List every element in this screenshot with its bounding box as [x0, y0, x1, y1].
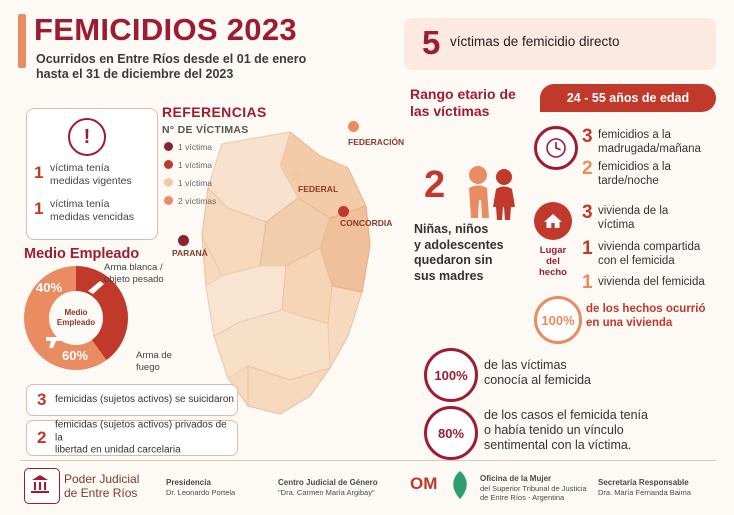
bottom-box-1 — [26, 420, 238, 456]
age-range-label-line-1: Rango etario de — [410, 86, 516, 102]
donut-slice-1-label: Arma de fuego — [136, 350, 172, 373]
legend-dot-1 — [164, 160, 173, 169]
map-label-parana: PARANÁ — [172, 248, 208, 258]
house-glyph — [542, 211, 564, 231]
om-leaf-icon — [448, 470, 472, 500]
legend-label-2: 1 víctima — [178, 178, 213, 188]
legend-subtitle: N° DE VÍCTIMAS — [162, 124, 249, 136]
bottom-box-1-number: 2 — [37, 428, 47, 447]
time-stat-0-text: femicidios a la madrugada/mañana — [598, 129, 701, 155]
time-stat-1-text: femicidios a la tarde/noche — [598, 161, 671, 187]
subtitle-line-2: hasta el 31 de diciembre del 2023 — [36, 67, 234, 81]
victims-count-label: víctimas de femicidio directo — [450, 34, 620, 49]
map-label-concordia: CONCORDIA — [340, 218, 393, 228]
time-stat-0-number: 3 — [582, 126, 593, 147]
legend-label-3: 2 víctimas — [178, 196, 217, 206]
children-text: Niñas, niños y adolescentes quedaron sin sus madres — [414, 222, 504, 283]
donut-slice-1-value: 60% — [62, 348, 89, 363]
legend-dot-0 — [164, 142, 173, 151]
seal-glyph — [25, 469, 55, 499]
footer-divider — [20, 460, 716, 461]
gun-icon — [44, 334, 66, 350]
victims-summary-box — [404, 18, 716, 70]
judiciary-seal-icon — [24, 468, 60, 504]
measure-1-number: 1 — [34, 199, 44, 218]
place-percent-text: de los hechos ocurrió en una vivienda — [586, 303, 706, 329]
place-item-1-number: 1 — [582, 238, 593, 259]
children-count: 2 — [424, 164, 446, 206]
title-accent-bar — [18, 14, 26, 68]
means-used-title: Medio Empleado — [24, 246, 140, 262]
map-label-federal: FEDERAL — [298, 184, 339, 194]
age-range-label — [410, 86, 516, 120]
map-label-federacion: FEDERACIÓN — [348, 137, 405, 147]
clock-icon — [534, 126, 578, 170]
place-caption: Lugar del hecho — [539, 245, 567, 278]
place-percent-badge: 100% — [534, 296, 582, 344]
footer-column-0: Presidencia Dr. Leonardo Portela — [166, 478, 236, 497]
footer-column-2: Oficina de la Mujer del Superior Tribunal de Justicia de Entre Ríos - Argentina — [480, 474, 587, 502]
institution-name: Poder Judicial de Entre Ríos — [64, 472, 140, 500]
legend-label-1: 1 víctima — [178, 160, 213, 170]
map-dot-federacion — [348, 121, 359, 132]
place-item-2-number: 1 — [582, 272, 593, 293]
house-icon — [534, 202, 572, 240]
place-item-1-text: vivienda compartida con el femicida — [598, 241, 701, 267]
legend-dot-2 — [164, 178, 173, 187]
relation-percent-0-badge: 100% — [424, 348, 478, 402]
knife-icon — [86, 278, 108, 296]
donut-slice-0-value: 40% — [36, 280, 63, 295]
place-item-2-text: vivienda del femicida — [598, 276, 705, 288]
alert-icon: ! — [68, 118, 106, 156]
age-range-label-line-2: las víctimas — [410, 103, 490, 119]
relation-stat-0-text: de las víctimas conocía al femicida — [484, 358, 592, 387]
bottom-box-0-text: femicidas (sujetos activos) se suicidaron — [55, 393, 234, 405]
place-item-0-text: vivienda de la víctima — [598, 205, 669, 231]
page-subtitle — [36, 52, 306, 82]
map-dot-federal — [290, 170, 301, 181]
relation-percent-1-badge: 80% — [424, 406, 478, 460]
clock-glyph — [545, 137, 567, 159]
age-range-pill: 24 - 55 años de edad — [540, 84, 716, 112]
map-dot-concordia — [338, 206, 349, 217]
map-dot-parana — [178, 235, 189, 246]
time-stat-1-number: 2 — [582, 158, 593, 179]
footer-column-1: Centro Judicial de Género "Dra. Carmen María Argibay" — [278, 478, 378, 497]
legend-dot-3 — [164, 196, 173, 205]
measure-0-text: víctima tenía medidas vigentes — [50, 162, 132, 187]
om-logo: OM — [410, 474, 438, 493]
page-title: FEMICIDIOS 2023 — [34, 12, 297, 47]
bottom-box-0 — [26, 384, 238, 416]
bottom-box-0-number: 3 — [37, 390, 47, 409]
footer-column-3: Secretaría Responsable Dra. María Fernanda Baima — [598, 478, 691, 497]
legend-label-0: 1 víctima — [178, 142, 213, 152]
family-icon — [458, 164, 524, 220]
measure-1-text: víctima tenía medidas vencidas — [50, 198, 135, 223]
subtitle-line-1: Ocurridos en Entre Ríos desde el 01 de enero — [36, 52, 307, 66]
victims-count: 5 — [422, 24, 441, 61]
bottom-box-1-text: femicidas (sujetos activos) privados de la libertad en unidad carcelaria — [55, 419, 227, 456]
relation-stat-1-text: de los casos el femicida tenía o había tenido un vínculo sentimental con la víctima. — [484, 408, 648, 452]
measure-0-number: 1 — [34, 163, 44, 182]
donut-center-label: Medio Empleado — [49, 291, 103, 345]
place-item-0-number: 3 — [582, 202, 593, 223]
donut-slice-0-label: Arma blanca / objeto pesado — [104, 262, 164, 285]
legend-title: REFERENCIAS — [162, 104, 267, 120]
